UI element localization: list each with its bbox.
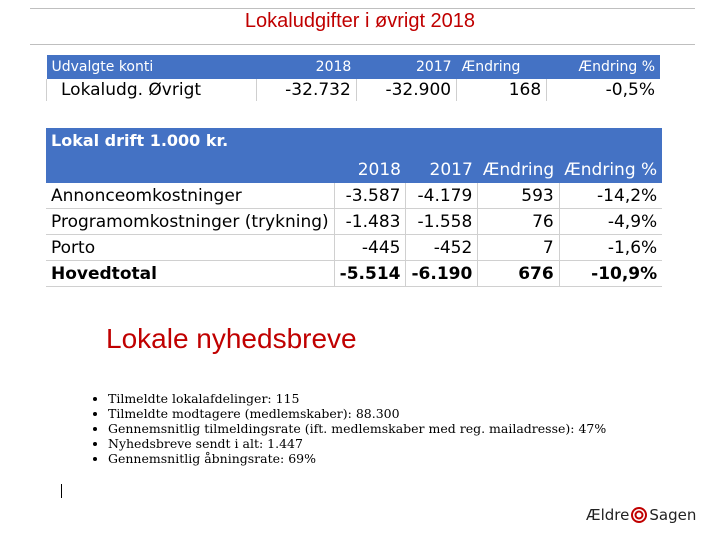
aeldre-sagen-spiral-icon xyxy=(631,507,647,523)
table-cell: -5.514 xyxy=(334,261,406,287)
table-title: Lokal drift 1.000 kr. xyxy=(46,128,662,157)
list-item: • Tilmeldte lokalafdelinger: 115 xyxy=(108,391,606,406)
table-cell: -14,2% xyxy=(559,183,662,209)
table-cell: 7 xyxy=(478,235,559,261)
table-cell: -4,9% xyxy=(559,209,662,235)
logo-text-right: Sagen xyxy=(649,506,697,524)
table-cell: Porto xyxy=(46,235,334,261)
table-cell: 76 xyxy=(478,209,559,235)
table-cell: -445 xyxy=(334,235,406,261)
newsletter-bullet-list xyxy=(86,391,606,466)
table-cell: Annonceomkostninger xyxy=(46,183,334,209)
table-cell: -6.190 xyxy=(406,261,478,287)
table-cell: -0,5% xyxy=(547,79,660,101)
table-row xyxy=(46,209,662,235)
table-cell: -3.587 xyxy=(334,183,406,209)
accounts-table xyxy=(46,55,660,101)
header-cell: 2017 xyxy=(406,157,478,183)
header-cell: Ændring % xyxy=(559,157,662,183)
header-cell: 2018 xyxy=(334,157,406,183)
table-cell: -452 xyxy=(406,235,478,261)
aeldre-sagen-logo xyxy=(586,506,696,524)
newsletter-title: Lokale nyhedsbreve xyxy=(106,323,357,354)
local-operations-table xyxy=(46,128,662,287)
logo-text-left: Ældre xyxy=(586,506,630,524)
list-item: • Tilmeldte modtagere (medlemskaber): 88.300 xyxy=(108,406,606,421)
slide-title: Lokaludgifter i øvrigt 2018 xyxy=(244,10,476,32)
list-item: • Nyhedsbreve sendt i alt: 1.447 xyxy=(108,436,606,451)
table-cell: 593 xyxy=(478,183,559,209)
table-cell: Programomkostninger (trykning) xyxy=(46,209,334,235)
table-row xyxy=(47,79,661,101)
header-cell: 2018 xyxy=(256,55,356,79)
header-cell xyxy=(46,157,334,183)
table-header-row xyxy=(46,157,662,183)
header-cell: 2017 xyxy=(356,55,456,79)
table-row xyxy=(46,235,662,261)
header-cell: Ændring % xyxy=(547,55,660,79)
text-cursor xyxy=(61,484,62,498)
table-cell: -1,6% xyxy=(559,235,662,261)
table-cell: -1.558 xyxy=(406,209,478,235)
table-cell: -32.732 xyxy=(256,79,356,101)
table-cell: 676 xyxy=(478,261,559,287)
table-cell: -1.483 xyxy=(334,209,406,235)
list-item: • Gennemsnitlig åbningsrate: 69% xyxy=(108,451,606,466)
table-cell: Hovedtotal xyxy=(46,261,334,287)
table-cell: Lokaludg. Øvrigt xyxy=(47,79,257,101)
list-item: • Gennemsnitlig tilmeldingsrate (ift. medlemskaber med reg. mailadresse): 47% xyxy=(108,421,606,436)
table-header-row xyxy=(47,55,661,79)
table-cell: -10,9% xyxy=(559,261,662,287)
header-cell: Ændring xyxy=(457,55,547,79)
table-total-row xyxy=(46,261,662,287)
header-cell: Udvalgte konti xyxy=(47,55,257,79)
table-cell: 168 xyxy=(457,79,547,101)
table-cell: -4.179 xyxy=(406,183,478,209)
table-title-row xyxy=(46,128,662,157)
header-cell: Ændring xyxy=(478,157,559,183)
table-row xyxy=(46,183,662,209)
table-cell: -32.900 xyxy=(356,79,456,101)
